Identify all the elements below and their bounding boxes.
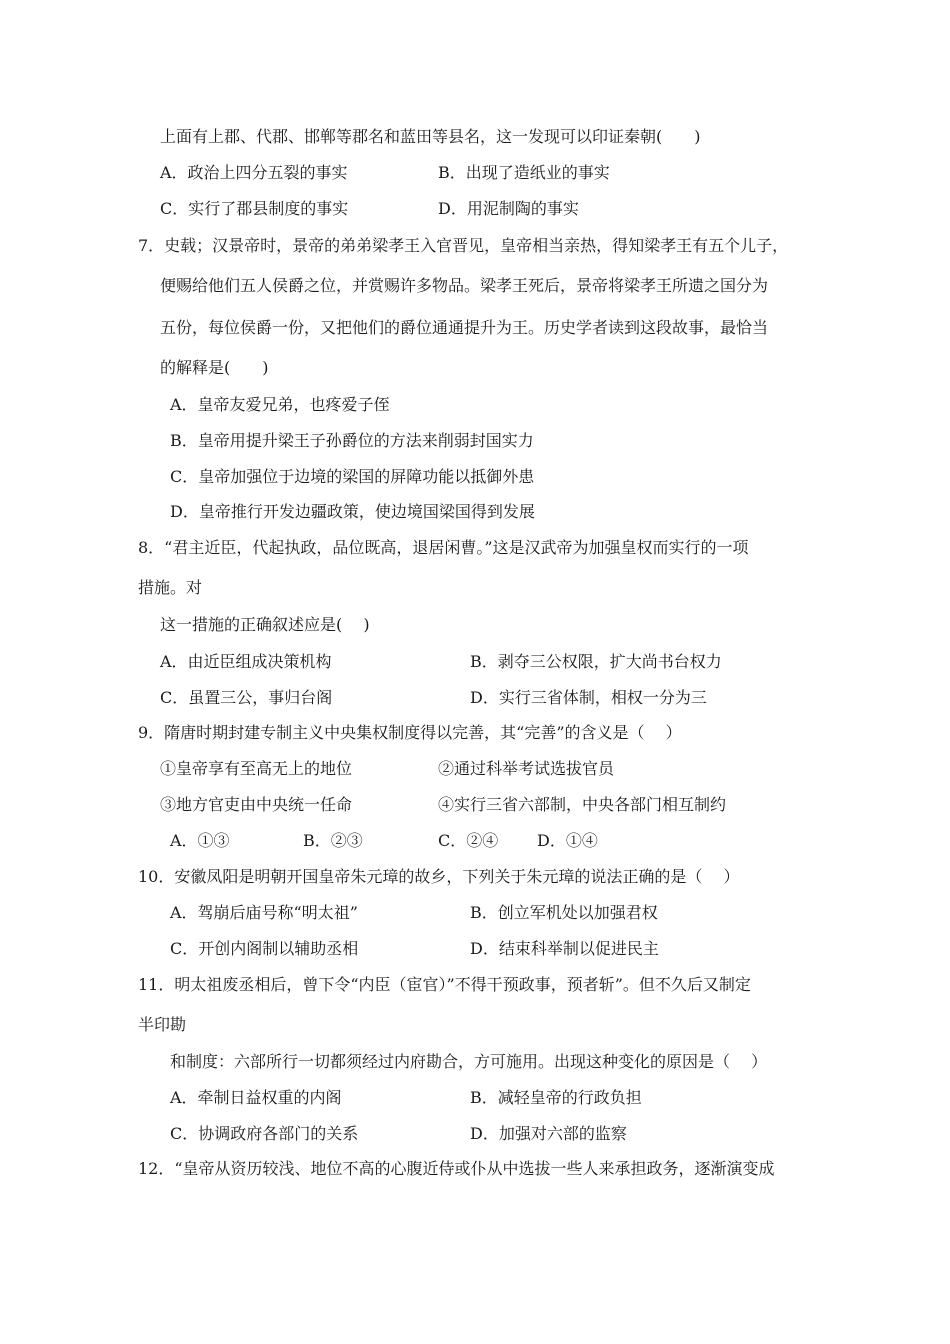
q6-stem: 上面有上郡、代郡、邯郸等郡名和蓝田等县名，这一发现可以印证秦朝( ) xyxy=(160,127,701,146)
q11-stem-line-1: 11．明太祖废丞相后，曾下令“内臣（宦官）”不得干预政事，预者斩”。但不久后又制定 xyxy=(138,975,751,994)
q9-item-4: ④实行三省六部制，中央各部门相互制约 xyxy=(438,795,727,814)
q7-stem-line-2: 便赐给他们五人侯爵之位，并赏赐许多物品。梁孝王死后，景帝将梁孝王所遗之国分为 xyxy=(160,276,769,295)
q10-stem: 10．安徽凤阳是明朝开国皇帝朱元璋的故乡，下列关于朱元璋的说法正确的是（ ） xyxy=(138,867,740,886)
q6-option-d: D．用泥制陶的事实 xyxy=(438,199,579,218)
q12-stem: 12．“皇帝从资历较浅、地位不高的心腹近侍或仆从中选拔一些人来承担政务，逐渐演变成 xyxy=(138,1159,775,1178)
q8-option-c: C．虽置三公，事归台阁 xyxy=(160,688,333,707)
q8-stem-line-3: 这一措施的正确叙述应是( ) xyxy=(160,615,370,634)
q8-option-b: B．剥夺三公权限，扩大尚书台权力 xyxy=(470,652,722,671)
q10-option-a: A．驾崩后庙号称“明太祖” xyxy=(170,903,358,922)
q9-item-1: ①皇帝享有至高无上的地位 xyxy=(160,759,353,778)
q6-option-a: A．政治上四分五裂的事实 xyxy=(160,163,348,182)
q7-option-a: A．皇帝友爱兄弟，也疼爱子侄 xyxy=(170,395,390,414)
q9-item-3: ③地方官吏由中央统一任命 xyxy=(160,795,353,814)
q6-option-b: B．出现了造纸业的事实 xyxy=(438,163,610,182)
q7-stem-line-4: 的解释是( ) xyxy=(160,358,269,377)
q11-option-d: D．加强对六部的监察 xyxy=(470,1124,627,1143)
q7-stem-line-1: 7．史载；汉景帝时，景帝的弟弟梁孝王入官晋见，皇帝相当亲热，得知梁孝王有五个儿子， xyxy=(138,236,789,255)
q7-option-c: C．皇帝加强位于边境的梁国的屏障功能以抵御外患 xyxy=(170,467,535,486)
q11-option-a: A．牵制日益权重的内阁 xyxy=(170,1088,342,1107)
q11-option-c: C．协调政府各部门的关系 xyxy=(170,1124,359,1143)
q8-stem-line-2: 措施。对 xyxy=(138,578,203,597)
q11-option-b: B．减轻皇帝的行政负担 xyxy=(470,1088,642,1107)
q7-option-d: D．皇帝推行开发边疆政策，使边境国梁国得到发展 xyxy=(170,502,535,521)
q9-option-b: B．②③ xyxy=(303,831,363,850)
q7-option-b: B．皇帝用提升梁王子孙爵位的方法来削弱封国实力 xyxy=(170,431,534,450)
q9-option-c: C．②④ xyxy=(438,831,499,850)
q10-option-c: C．开创内阁制以辅助丞相 xyxy=(170,939,359,958)
q9-stem: 9．隋唐时期封建专制主义中央集权制度得以完善，其“完善”的含义是（ ） xyxy=(138,723,682,742)
q9-item-2: ②通过科举考试选拔官员 xyxy=(438,759,615,778)
q7-stem-line-3: 五份，每位侯爵一份，又把他们的爵位通通提升为王。历史学者读到这段故事，最恰当 xyxy=(160,318,769,337)
q6-option-c: C．实行了郡县制度的事实 xyxy=(160,199,349,218)
q11-stem-line-2: 半印勘 xyxy=(138,1015,187,1034)
q8-stem-line-1: 8．“君主近臣，代起执政，品位既高，退居闲曹。”这是汉武帝为加强皇权而实行的一项 xyxy=(138,538,749,557)
q9-option-d: D．①④ xyxy=(537,831,598,850)
q8-option-a: A．由近臣组成决策机构 xyxy=(160,652,332,671)
q10-option-d: D．结束科举制以促进民主 xyxy=(470,939,659,958)
q9-option-a: A．①③ xyxy=(170,831,230,850)
q8-option-d: D．实行三省体制，相权一分为三 xyxy=(470,688,707,707)
q10-option-b: B．创立军机处以加强君权 xyxy=(470,903,658,922)
q11-stem-line-3: 和制度：六部所行一切都须经过内府勘合，方可施用。出现这种变化的原因是（ ） xyxy=(170,1052,768,1071)
